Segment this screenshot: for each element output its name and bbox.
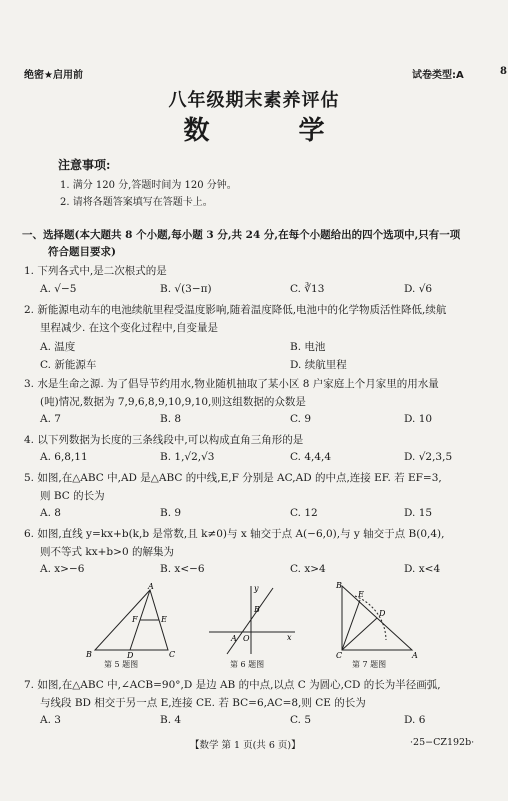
question-7-cont: 与线段 BD 相交于另一点 E,连接 CE. 若 BC=6,AC=8,则 CE 的长为 [40, 697, 366, 709]
q2-option-d: D. 续航里程 [290, 359, 347, 371]
fig5-label-e: E [161, 615, 167, 624]
figure-5 [80, 582, 180, 660]
figure-6 [205, 582, 300, 660]
fig6-label-y: y [254, 584, 259, 593]
section-heading-cont: 符合题目要求) [48, 246, 116, 258]
question-3-cont: (吨)情况,数据为 7,9,6,8,9,10,9,10,则这组数据的众数是 [40, 396, 306, 408]
q5-option-c: C. 12 [290, 507, 318, 519]
q7-option-b: B. 4 [160, 714, 182, 726]
q4-option-c: C. 4,4,4 [290, 451, 332, 463]
section-heading: 一、选择题(本大题共 8 个小题,每小题 3 分,共 24 分,在每个小题给出的四个选项中,只有一项 [22, 229, 461, 241]
fig5-label-f: F [132, 615, 138, 624]
q3-option-c: C. 9 [290, 413, 312, 425]
fig5-label-d: D [127, 651, 134, 660]
q6-option-c: C. x>4 [290, 563, 326, 575]
fig7-label-d: D [379, 609, 386, 618]
question-6-cont: 则不等式 kx+b>0 的解集为 [40, 546, 174, 558]
fig7-label-b: B [336, 581, 342, 590]
fig5-label-b: B [86, 650, 92, 659]
q6-option-b: B. x<−6 [160, 563, 205, 575]
fig6-label-x: x [287, 633, 292, 642]
q3-option-d: D. 10 [404, 413, 433, 425]
question-6: 6. 如图,直线 y=kx+b(k,b 是常数,且 k≠0)与 x 轴交于点 A(−6,0),与 y 轴交于点 B(0,4), [24, 528, 445, 540]
paper-type-label: 试卷类型:A [412, 70, 464, 81]
question-2: 2. 新能源电动车的电池续航里程受温度影响,随着温度降低,电池中的化学物质活性降低,续航 [24, 304, 447, 316]
paper-code: ·25−CZ192b· [410, 737, 475, 748]
question-7: 7. 如图,在△ABC 中,∠ACB=90°,D 是边 AB 的中点,以点 C 为圆心,CD 的长为半径画弧, [24, 679, 441, 691]
fig6-label-o: O [243, 634, 250, 643]
q7-option-a: A. 3 [40, 714, 61, 726]
question-3: 3. 水是生命之源. 为了倡导节约用水,物业随机抽取了某小区 8 户家庭上个月家里的用水量 [24, 378, 439, 390]
fig5-label-c: C [169, 650, 176, 659]
notice-item: 2. 请将各题答案填写在答题卡上。 [60, 197, 213, 208]
fig7-segment-ce [342, 600, 360, 650]
q4-option-a: A. 6,8,11 [40, 451, 88, 463]
q1-option-a: A. √−5 [40, 283, 77, 295]
figure-7 [330, 580, 425, 660]
q7-option-c: C. 5 [290, 714, 312, 726]
q2-option-c: C. 新能源车 [40, 359, 97, 371]
q7-option-d: D. 6 [404, 714, 426, 726]
q5-option-a: A. 8 [40, 507, 61, 519]
q5-option-b: B. 9 [160, 507, 182, 519]
fig6-line [227, 588, 273, 654]
fig6-label-b: B [254, 605, 260, 614]
q1-option-b: B. √(3−π) [160, 283, 212, 295]
q1-option-c: C. ∛13 [290, 283, 325, 295]
question-5-cont: 则 BC 的长为 [40, 490, 105, 502]
page-footer: 【数学 第 1 页(共 6 页)】 [190, 740, 301, 751]
question-4: 4. 以下列数据为长度的三条线段中,可以构成直角三角形的是 [24, 434, 304, 446]
q6-option-a: A. x>−6 [40, 563, 85, 575]
q2-option-b: B. 电池 [290, 341, 326, 353]
q4-option-d: D. √2,3,5 [404, 451, 453, 463]
exam-title: 八年级期末素养评估 [168, 90, 340, 111]
fig7-label-c: C [336, 651, 343, 660]
q6-option-d: D. x<4 [404, 563, 441, 575]
question-5: 5. 如图,在△ABC 中,AD 是△ABC 的中线,E,F 分别是 AC,AD 的中点,连接 EF. 若 EF=3, [24, 472, 442, 484]
figure-7-caption: 第 7 题图 [352, 660, 387, 669]
q1-option-d: D. √6 [404, 283, 433, 295]
question-2-cont: 里程减少. 在这个变化过程中,自变量是 [40, 322, 219, 334]
figure-6-caption: 第 6 题图 [230, 660, 265, 669]
q3-option-a: A. 7 [40, 413, 61, 425]
confidential-label: 绝密★启用前 [24, 70, 83, 81]
q3-option-b: B. 8 [160, 413, 182, 425]
subject-title: 数 学 [183, 116, 365, 146]
q5-option-d: D. 15 [404, 507, 433, 519]
q4-option-b: B. 1,√2,√3 [160, 451, 215, 463]
fig7-label-a: A [412, 651, 418, 660]
fig5-label-a: A [148, 582, 154, 591]
fig6-label-a: A [231, 634, 237, 643]
notice-heading: 注意事项: [58, 158, 111, 172]
edge-mark: 8 [500, 66, 507, 77]
q2-option-a: A. 温度 [40, 341, 76, 353]
fig7-label-e: E [358, 590, 364, 599]
question-1: 1. 下列各式中,是二次根式的是 [24, 265, 167, 277]
figure-5-caption: 第 5 题图 [104, 660, 139, 669]
notice-item: 1. 满分 120 分,答题时间为 120 分钟。 [60, 180, 237, 191]
